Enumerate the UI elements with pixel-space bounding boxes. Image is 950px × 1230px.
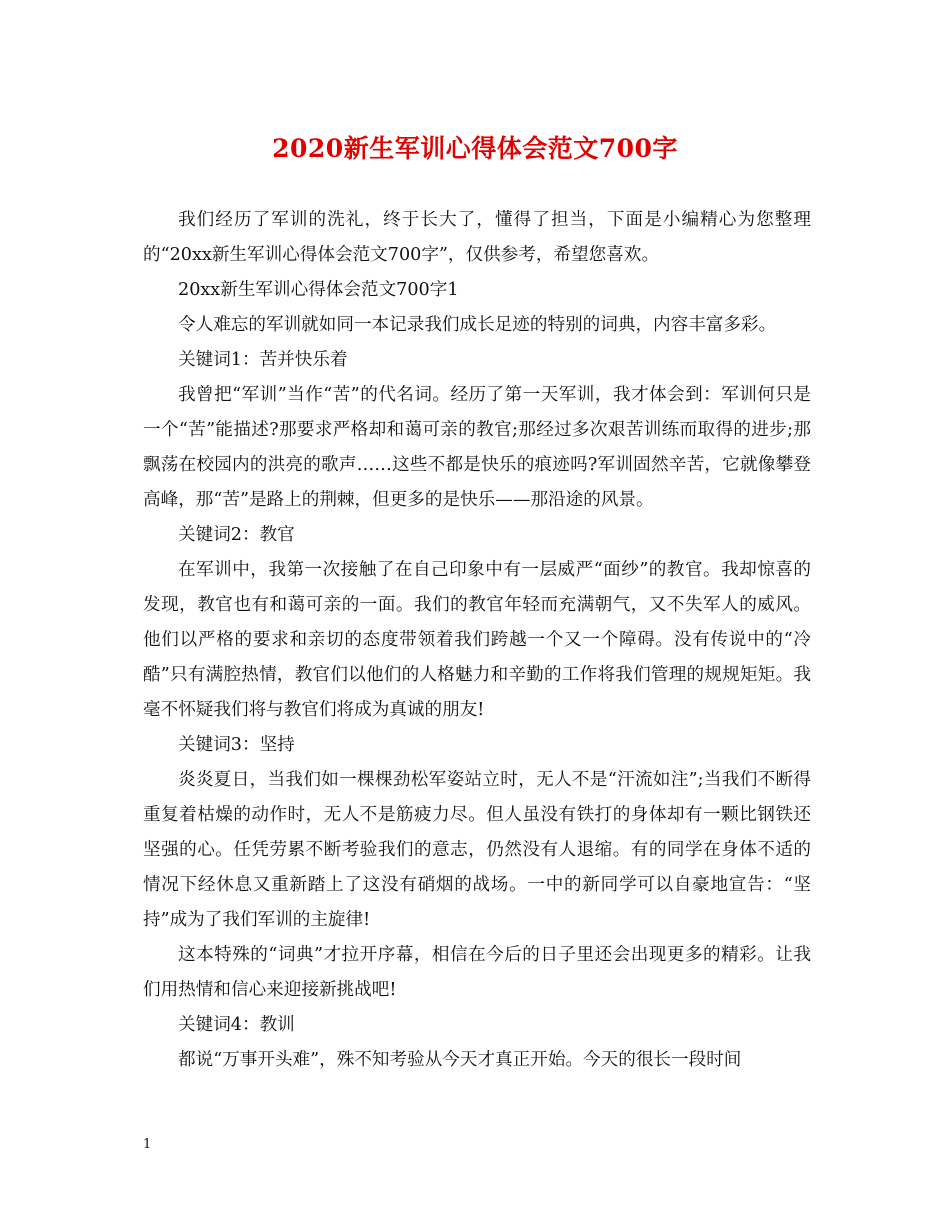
paragraph-keyword-4: 都说“万事开头难”，殊不知考验从今天才真正开始。今天的很长一段时间	[178, 1050, 742, 1070]
paragraph-keyword-3: 炎炎夏日，当我们如一棵棵劲松军姿站立时，无人不是“汗流如注”;当我们不断得重复着枯燥的动作时，无人不是筋疲力尽。但人虽没有铁打的身体却有一颗比钢铁还坚强的心。任凭劳累不断考验我们的意志，仍然没有人退缩。有的同学在身体不适的情况下经休息又重新踏上了这没有硝烟的战场。一中的新同学可以自豪地宣告：“坚持”成为了我们军训的主旋律!	[143, 770, 811, 930]
keyword-heading-3: 关键词3：坚持	[178, 735, 295, 755]
document-body	[143, 203, 811, 1078]
paragraph-opening: 令人难忘的军训就如同一本记录我们成长足迹的特别的词典，内容丰富多彩。	[178, 315, 777, 335]
paragraph-keyword-2: 在军训中，我第一次接触了在自己印象中有一层威严“面纱”的教官。我却惊喜的发现，教官也有和蔼可亲的一面。我们的教官年轻而充满朝气，又不失军人的威风。他们以严格的要求和亲切的态度带领着我们跨越一个又一个障碍。没有传说中的“冷酷”只有满腔热情，教官们以他们的人格魅力和辛勤的工作将我们管理的规规矩矩。我毫不怀疑我们将与教官们将成为真诚的朋友!	[143, 560, 811, 720]
paragraph-conclusion: 这本特殊的“词典”才拉开序幕，相信在今后的日子里还会出现更多的精彩。让我们用热情和信心来迎接新挑战吧!	[143, 945, 811, 1000]
page-number: 1	[143, 1137, 152, 1152]
paragraph-keyword-1: 我曾把“军训”当作“苦”的代名词。经历了第一天军训，我才体会到：军训何只是一个“苦”能描述?那要求严格却和蔼可亲的教官;那经过多次艰苦训练而取得的进步;那飘荡在校园内的洪亮的歌声……这些不都是快乐的痕迹吗?军训固然辛苦，它就像攀登高峰，那“苦”是路上的荆棘，但更多的是快乐——那沿途的风景。	[143, 385, 811, 510]
keyword-heading-4: 关键词4：教训	[178, 1015, 295, 1035]
keyword-heading-2: 关键词2：教官	[178, 525, 295, 545]
paragraph-subtitle: 20xx新生军训心得体会范文700字1	[178, 280, 459, 300]
paragraph-intro: 我们经历了军训的洗礼，终于长大了，懂得了担当，下面是小编精心为您整理的“20xx新生军训心得体会范文700字”，仅供参考，希望您喜欢。	[143, 210, 811, 265]
document-title: 2020新生军训心得体会范文700字	[272, 134, 678, 163]
keyword-heading-1: 关键词1：苦并快乐着	[178, 350, 348, 370]
